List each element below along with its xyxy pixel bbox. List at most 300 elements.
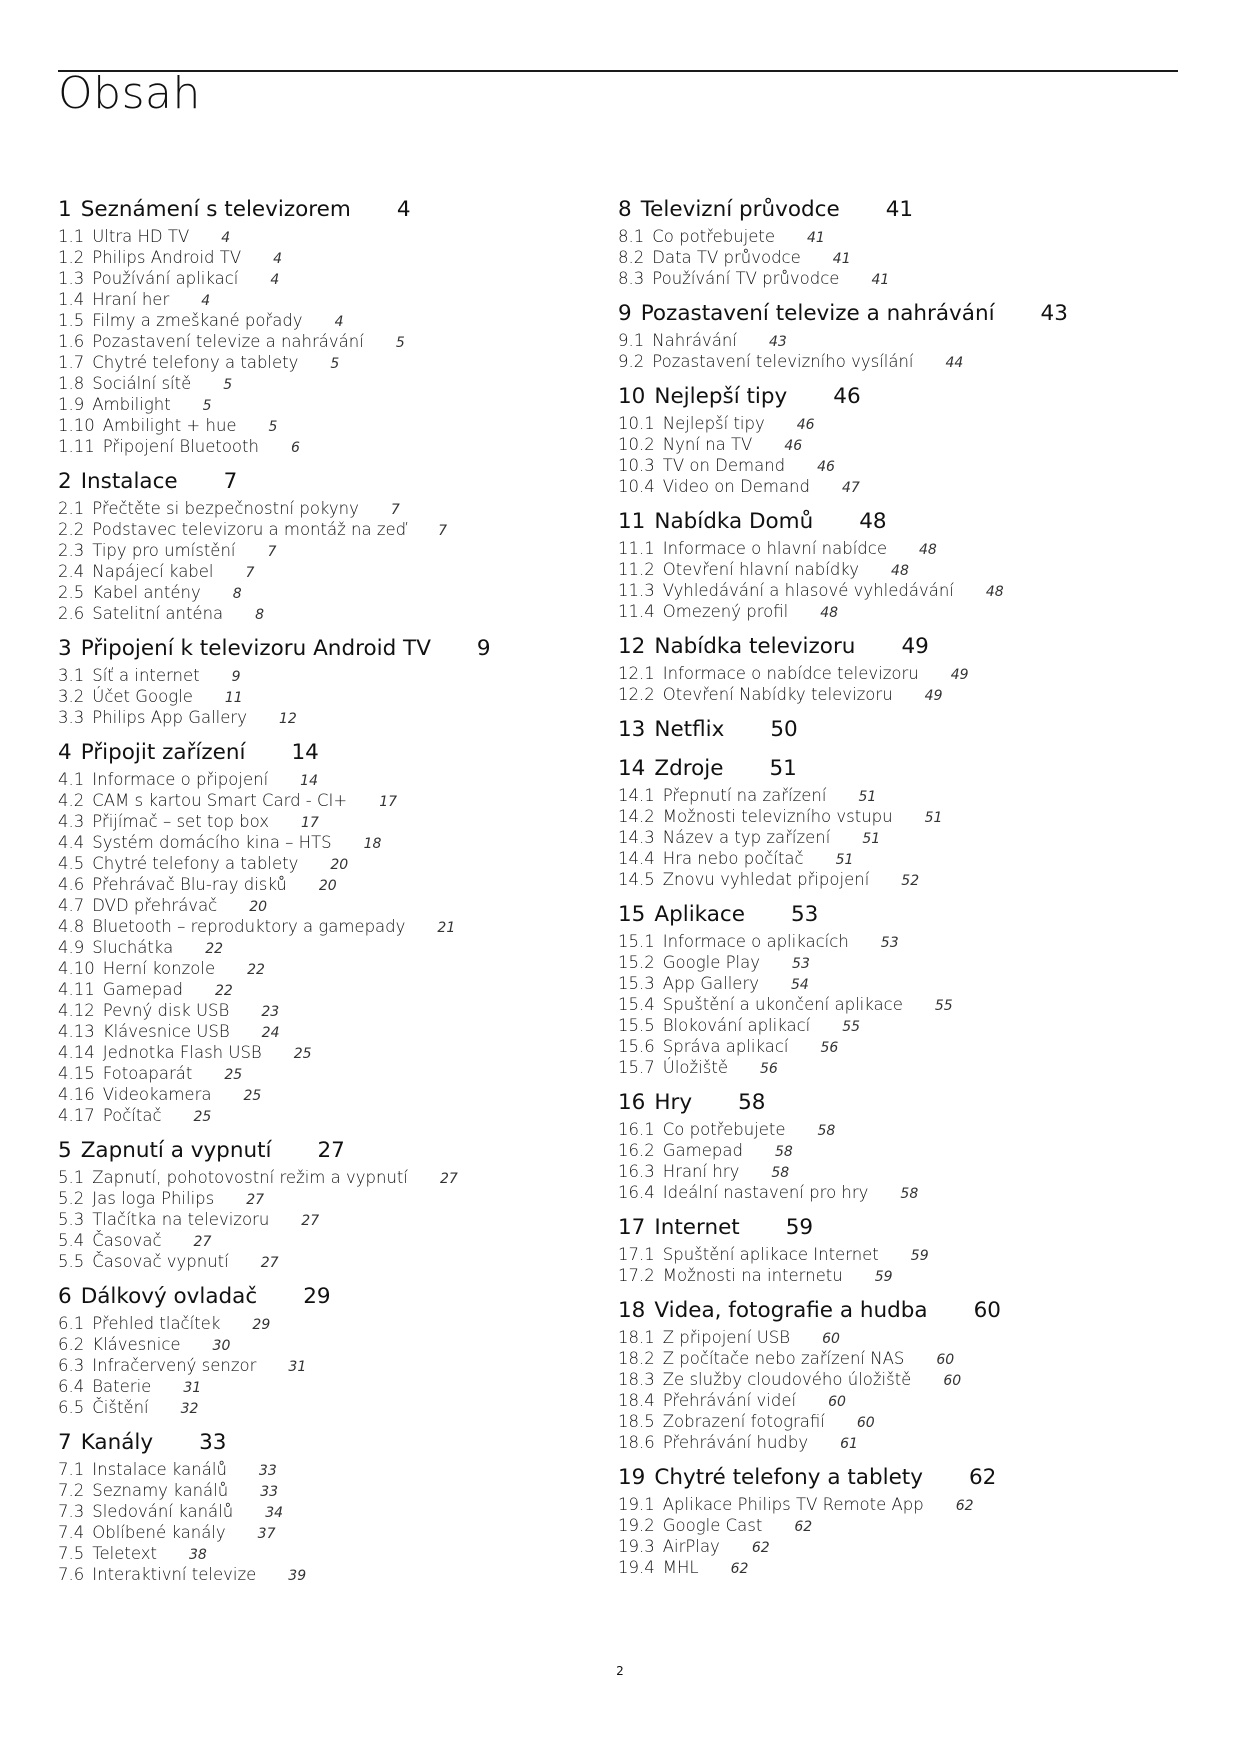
toc-subsection-link[interactable] xyxy=(58,832,618,853)
chapter-page: 62 xyxy=(968,1465,997,1490)
subsection-page: 17 xyxy=(301,815,319,831)
toc-subsection-link[interactable] xyxy=(58,373,618,394)
subsection-number: 1.11 xyxy=(58,437,95,456)
chapter-number: 7 xyxy=(58,1430,72,1455)
subsection-number: 1.5 xyxy=(58,311,85,330)
subsection-page: 34 xyxy=(265,1505,284,1521)
subsection-page: 46 xyxy=(796,417,815,433)
subsection-page: 27 xyxy=(301,1213,320,1229)
subsection-number: 1.8 xyxy=(58,374,85,393)
chapter-page: 50 xyxy=(770,717,798,742)
toc-subsection-link[interactable] xyxy=(618,1265,1178,1286)
chapter-title: Internet xyxy=(654,1215,740,1240)
toc-subsection-link[interactable] xyxy=(58,1522,618,1543)
toc-subsection-link[interactable] xyxy=(58,958,618,979)
toc-subsection-link[interactable] xyxy=(58,1105,618,1126)
subsection-title: Baterie xyxy=(92,1377,152,1396)
toc-subsection-link[interactable] xyxy=(58,1355,618,1376)
toc-subsection-link[interactable] xyxy=(618,351,1178,372)
toc-subsection-link[interactable] xyxy=(618,952,1178,973)
toc-subsection-link[interactable] xyxy=(618,1036,1178,1057)
toc-subsection-link[interactable] xyxy=(58,436,618,457)
subsection-page: 20 xyxy=(330,857,349,873)
subsection-number: 1.2 xyxy=(58,248,85,267)
subsection-title: Satelitní anténa xyxy=(92,604,224,623)
toc-subsection-link[interactable] xyxy=(58,268,618,289)
toc-subsection-link[interactable] xyxy=(618,1327,1178,1348)
subsection-number: 4.17 xyxy=(58,1106,95,1125)
subsection-title: Informace o připojení xyxy=(92,770,269,789)
chapter-title: Televizní průvodce xyxy=(640,197,840,222)
subsection-page: 62 xyxy=(955,1498,974,1514)
chapter-title: Kanály xyxy=(80,1430,154,1455)
subsection-title: Nahrávání xyxy=(652,331,737,350)
toc-subsection-link[interactable] xyxy=(58,1313,618,1334)
subsection-page: 20 xyxy=(318,878,337,894)
subsection-number: 18.2 xyxy=(618,1349,655,1368)
toc-subsection-link[interactable] xyxy=(618,1015,1178,1036)
toc-section xyxy=(618,1214,1178,1286)
subsection-number: 4.5 xyxy=(58,854,85,873)
subsection-number: 19.3 xyxy=(618,1537,655,1556)
subsection-title: Hraní hry xyxy=(662,1162,740,1181)
subsection-page: 5 xyxy=(268,419,278,435)
subsection-number: 1.6 xyxy=(58,332,85,351)
toc-subsection-link[interactable] xyxy=(618,413,1178,434)
chapter-number: 13 xyxy=(618,717,646,742)
subsection-title: Síť a internet xyxy=(92,666,200,685)
subsection-page: 17 xyxy=(379,794,398,810)
subsection-number: 7.5 xyxy=(58,1544,85,1563)
toc-subsection-link[interactable] xyxy=(58,1188,618,1209)
subsection-page: 12 xyxy=(278,711,297,727)
toc-subsection-link[interactable] xyxy=(58,1021,618,1042)
subsection-page: 30 xyxy=(212,1338,231,1354)
subsection-title: Spuštění aplikace Internet xyxy=(662,1245,879,1264)
toc-chapter-link[interactable] xyxy=(618,1464,1178,1492)
toc-subsection-link[interactable] xyxy=(58,665,618,686)
subsection-title: Aplikace Philips TV Remote App xyxy=(662,1495,924,1514)
subsection-title: Přehrávač Blu-ray disků xyxy=(92,875,287,894)
subsection-number: 11.4 xyxy=(618,602,655,621)
subsection-title: Infračervený senzor xyxy=(92,1356,257,1375)
subsection-title: Ideální nastavení pro hry xyxy=(662,1183,869,1202)
toc-subsection-link[interactable] xyxy=(618,580,1178,601)
toc-section xyxy=(618,901,1178,1078)
chapter-number: 19 xyxy=(618,1465,646,1490)
toc-subsection-link[interactable] xyxy=(58,1042,618,1063)
chapter-number: 5 xyxy=(58,1138,72,1163)
subsection-number: 7.2 xyxy=(58,1481,85,1500)
toc-subsection-link[interactable] xyxy=(618,806,1178,827)
subsection-title: Časovač xyxy=(92,1231,162,1250)
toc-subsection-link[interactable] xyxy=(58,916,618,937)
toc-section xyxy=(618,508,1178,622)
subsection-title: Vyhledávání a hlasové vyhledávání xyxy=(662,581,954,600)
subsection-number: 19.1 xyxy=(618,1495,655,1514)
toc-subsection-link[interactable] xyxy=(618,848,1178,869)
subsection-page: 27 xyxy=(260,1255,279,1271)
toc-subsection-link[interactable] xyxy=(58,1397,618,1418)
subsection-title: Omezený profil xyxy=(662,602,789,621)
chapter-title: Pozastavení televize a nahrávání xyxy=(640,301,995,326)
toc-chapter-link[interactable] xyxy=(58,635,618,663)
toc-subsection-link[interactable] xyxy=(58,853,618,874)
subsection-page: 31 xyxy=(183,1380,202,1396)
toc-subsection-link[interactable] xyxy=(58,561,618,582)
subsection-page: 62 xyxy=(794,1519,813,1535)
toc-section xyxy=(618,1089,1178,1203)
toc-subsection-link[interactable] xyxy=(618,973,1178,994)
chapter-page: 49 xyxy=(901,634,929,659)
subsection-page: 5 xyxy=(330,356,340,372)
chapter-number: 4 xyxy=(58,740,72,765)
chapter-title: Seznámení s televizorem xyxy=(80,197,351,222)
toc-subsection-link[interactable] xyxy=(58,1000,618,1021)
toc-subsection-link[interactable] xyxy=(58,1251,618,1272)
subsection-page: 33 xyxy=(258,1463,277,1479)
subsection-page: 60 xyxy=(943,1373,962,1389)
toc-subsection-link[interactable] xyxy=(58,1334,618,1355)
toc-subsection-link[interactable] xyxy=(618,330,1178,351)
toc-chapter-link[interactable] xyxy=(618,1089,1178,1117)
subsection-title: Systém domácího kina – HTS xyxy=(92,833,332,852)
subsection-title: Přepnutí na zařízení xyxy=(662,786,827,805)
subsection-number: 18.4 xyxy=(618,1391,655,1410)
chapter-title: Netflix xyxy=(654,717,725,742)
chapter-page: 4 xyxy=(396,197,411,222)
subsection-page: 6 xyxy=(290,440,300,456)
toc-subsection-link[interactable] xyxy=(58,603,618,624)
subsection-title: Zobrazení fotografií xyxy=(662,1412,825,1431)
toc-subsection-link[interactable] xyxy=(58,1501,618,1522)
chapter-number: 17 xyxy=(618,1215,646,1240)
chapter-number: 10 xyxy=(618,384,646,409)
toc-subsection-link[interactable] xyxy=(58,331,618,352)
toc-subsection-link[interactable] xyxy=(618,1119,1178,1140)
toc-subsection-link[interactable] xyxy=(58,1167,618,1188)
subsection-title: Instalace kanálů xyxy=(92,1460,227,1479)
subsection-title: Google Play xyxy=(662,953,761,972)
toc-column-left xyxy=(58,196,618,1585)
subsection-page: 5 xyxy=(395,335,405,351)
toc-subsection-link[interactable] xyxy=(618,1244,1178,1265)
toc-subsection-link[interactable] xyxy=(58,519,618,540)
toc-section xyxy=(58,468,618,624)
toc-chapter-link[interactable] xyxy=(618,716,1178,744)
subsection-title: Jas loga Philips xyxy=(92,1189,215,1208)
toc-subsection-link[interactable] xyxy=(58,874,618,895)
subsection-title: Bluetooth – reproduktory a gamepady xyxy=(92,917,406,936)
toc-chapter-link[interactable] xyxy=(618,901,1178,929)
toc-subsection-list xyxy=(618,226,1178,289)
subsection-page: 27 xyxy=(193,1234,212,1250)
subsection-title: Úložiště xyxy=(662,1058,728,1077)
toc-subsection-link[interactable] xyxy=(618,226,1178,247)
subsection-title: Co potřebujete xyxy=(662,1120,786,1139)
subsection-title: MHL xyxy=(662,1558,699,1577)
toc-chapter-link[interactable] xyxy=(618,300,1178,328)
toc-subsection-link[interactable] xyxy=(618,1348,1178,1369)
toc-subsection-link[interactable] xyxy=(618,1557,1178,1578)
toc-chapter-link[interactable] xyxy=(618,633,1178,661)
subsection-page: 51 xyxy=(862,831,881,847)
subsection-page: 60 xyxy=(856,1415,875,1431)
toc-chapter-link[interactable] xyxy=(58,1429,618,1457)
subsection-title: Gamepad xyxy=(102,980,183,999)
subsection-number: 4.3 xyxy=(58,812,85,831)
subsection-number: 16.3 xyxy=(618,1162,655,1181)
subsection-title: Napájecí kabel xyxy=(92,562,214,581)
subsection-title: Philips App Gallery xyxy=(92,708,247,727)
subsection-page: 22 xyxy=(205,941,224,957)
subsection-title: Počítač xyxy=(102,1106,162,1125)
toc-subsection-link[interactable] xyxy=(618,994,1178,1015)
toc-subsection-link[interactable] xyxy=(618,1140,1178,1161)
toc-subsection-link[interactable] xyxy=(58,226,618,247)
subsection-title: Oblíbené kanály xyxy=(92,1523,226,1542)
chapter-number: 11 xyxy=(618,509,646,534)
subsection-title: Přehrávání hudby xyxy=(662,1433,809,1452)
subsection-page: 4 xyxy=(334,314,344,330)
subsection-number: 12.2 xyxy=(618,685,655,704)
toc-chapter-link[interactable] xyxy=(618,508,1178,536)
toc-subsection-link[interactable] xyxy=(58,979,618,1000)
toc-section xyxy=(58,739,618,1126)
subsection-number: 14.2 xyxy=(618,807,655,826)
subsection-title: Možnosti na internetu xyxy=(662,1266,843,1285)
toc-chapter-link[interactable] xyxy=(618,383,1178,411)
chapter-title: Hry xyxy=(654,1090,693,1115)
toc-section xyxy=(58,635,618,728)
subsection-number: 7.1 xyxy=(58,1460,85,1479)
subsection-title: Hra nebo počítač xyxy=(662,849,804,868)
toc-subsection-link[interactable] xyxy=(58,540,618,561)
toc-subsection-link[interactable] xyxy=(618,1369,1178,1390)
toc-subsection-link[interactable] xyxy=(618,476,1178,497)
subsection-title: Ambilight xyxy=(92,395,171,414)
subsection-page: 48 xyxy=(820,605,839,621)
toc-subsection-link[interactable] xyxy=(618,1182,1178,1203)
subsection-title: Přečtěte si bezpečnostní pokyny xyxy=(92,499,359,518)
subsection-number: 15.3 xyxy=(618,974,655,993)
subsection-page: 38 xyxy=(188,1547,207,1563)
toc-subsection-link[interactable] xyxy=(58,394,618,415)
toc-subsection-link[interactable] xyxy=(58,790,618,811)
toc-chapter-link[interactable] xyxy=(618,1214,1178,1242)
toc-subsection-link[interactable] xyxy=(618,559,1178,580)
subsection-title: Pozastavení televize a nahrávání xyxy=(92,332,364,351)
chapter-title: Připojení k televizoru Android TV xyxy=(80,636,431,661)
toc-subsection-list xyxy=(618,330,1178,372)
toc-subsection-link[interactable] xyxy=(618,601,1178,622)
toc-subsection-link[interactable] xyxy=(58,686,618,707)
toc-subsection-list xyxy=(58,1459,618,1585)
toc-subsection-link[interactable] xyxy=(58,1543,618,1564)
toc-subsection-link[interactable] xyxy=(618,785,1178,806)
toc-subsection-list xyxy=(618,931,1178,1078)
toc-subsection-link[interactable] xyxy=(58,1209,618,1230)
chapter-page: 58 xyxy=(738,1090,766,1115)
subsection-number: 17.1 xyxy=(618,1245,655,1264)
subsection-page: 32 xyxy=(180,1401,199,1417)
toc-subsection-link[interactable] xyxy=(58,289,618,310)
subsection-number: 2.6 xyxy=(58,604,85,623)
toc-chapter-link[interactable] xyxy=(618,1297,1178,1325)
subsection-number: 6.4 xyxy=(58,1377,85,1396)
subsection-number: 11.1 xyxy=(618,539,655,558)
subsection-page: 24 xyxy=(261,1025,280,1041)
subsection-page: 60 xyxy=(822,1331,840,1347)
toc-subsection-link[interactable] xyxy=(618,1536,1178,1557)
toc-subsection-link[interactable] xyxy=(618,455,1178,476)
toc-subsection-link[interactable] xyxy=(618,1494,1178,1515)
title-rule xyxy=(58,70,1178,72)
subsection-page: 51 xyxy=(924,810,943,826)
toc-subsection-link[interactable] xyxy=(618,1390,1178,1411)
subsection-page: 59 xyxy=(874,1269,893,1285)
toc-subsection-link[interactable] xyxy=(58,1564,618,1585)
subsection-title: Nyní na TV xyxy=(662,435,753,454)
toc-subsection-link[interactable] xyxy=(58,937,618,958)
toc-subsection-link[interactable] xyxy=(618,434,1178,455)
toc-chapter-link[interactable] xyxy=(618,196,1178,224)
subsection-title: Sluchátka xyxy=(92,938,174,957)
subsection-page: 7 xyxy=(438,523,448,539)
toc-subsection-link[interactable] xyxy=(58,811,618,832)
subsection-title: Otevření Nabídky televizoru xyxy=(662,685,893,704)
chapter-number: 3 xyxy=(58,636,72,661)
toc-chapter-link[interactable] xyxy=(58,739,618,767)
toc-subsection-link[interactable] xyxy=(618,1161,1178,1182)
subsection-title: Používání TV průvodce xyxy=(652,269,840,288)
subsection-page: 20 xyxy=(249,899,268,915)
subsection-page: 31 xyxy=(288,1359,307,1375)
subsection-number: 14.3 xyxy=(618,828,655,847)
subsection-number: 4.9 xyxy=(58,938,85,957)
subsection-page: 53 xyxy=(880,935,899,951)
toc-subsection-link[interactable] xyxy=(58,582,618,603)
chapter-page: 46 xyxy=(833,384,861,409)
chapter-title: Chytré telefony a tablety xyxy=(654,1465,923,1490)
chapter-page: 33 xyxy=(199,1430,227,1455)
toc-subsection-link[interactable] xyxy=(58,769,618,790)
toc-subsection-link[interactable] xyxy=(58,415,618,436)
subsection-number: 4.16 xyxy=(58,1085,95,1104)
subsection-number: 16.2 xyxy=(618,1141,655,1160)
subsection-number: 4.2 xyxy=(58,791,85,810)
subsection-page: 49 xyxy=(924,688,943,704)
subsection-number: 2.4 xyxy=(58,562,85,581)
toc-subsection-link[interactable] xyxy=(618,1411,1178,1432)
toc-subsection-link[interactable] xyxy=(58,310,618,331)
toc-subsection-link[interactable] xyxy=(58,498,618,519)
subsection-number: 4.13 xyxy=(58,1022,95,1041)
toc-section xyxy=(58,1137,618,1272)
chapter-title: Připojit zařízení xyxy=(80,740,246,765)
subsection-number: 16.1 xyxy=(618,1120,655,1139)
toc-subsection-list xyxy=(58,1167,618,1272)
toc-subsection-link[interactable] xyxy=(618,1515,1178,1536)
subsection-page: 7 xyxy=(267,544,277,560)
subsection-page: 14 xyxy=(300,773,318,789)
toc-subsection-link[interactable] xyxy=(618,827,1178,848)
toc-subsection-link[interactable] xyxy=(58,1376,618,1397)
subsection-number: 1.10 xyxy=(58,416,95,435)
toc-subsection-link[interactable] xyxy=(58,1230,618,1251)
subsection-number: 18.3 xyxy=(618,1370,655,1389)
toc-chapter-link[interactable] xyxy=(58,1137,618,1165)
toc-subsection-link[interactable] xyxy=(618,1432,1178,1453)
toc-subsection-link[interactable] xyxy=(58,1084,618,1105)
toc-subsection-link[interactable] xyxy=(618,663,1178,684)
subsection-title: Správa aplikací xyxy=(662,1037,789,1056)
subsection-title: Data TV průvodce xyxy=(652,248,801,267)
subsection-title: Připojení Bluetooth xyxy=(102,437,259,456)
subsection-number: 15.7 xyxy=(618,1058,655,1077)
toc-chapter-link[interactable] xyxy=(618,755,1178,783)
subsection-page: 41 xyxy=(807,230,825,246)
toc-section xyxy=(618,383,1178,497)
subsection-page: 55 xyxy=(842,1019,861,1035)
toc-subsection-link[interactable] xyxy=(58,895,618,916)
chapter-title: Nejlepší tipy xyxy=(654,384,788,409)
subsection-page: 60 xyxy=(828,1394,846,1410)
subsection-page: 44 xyxy=(945,355,964,371)
subsection-page: 60 xyxy=(936,1352,955,1368)
subsection-page: 23 xyxy=(261,1004,280,1020)
toc-subsection-link[interactable] xyxy=(58,707,618,728)
subsection-title: App Gallery xyxy=(662,974,759,993)
subsection-number: 2.5 xyxy=(58,583,85,602)
toc-subsection-list xyxy=(58,665,618,728)
subsection-title: Název a typ zařízení xyxy=(662,828,831,847)
toc-subsection-link[interactable] xyxy=(58,352,618,373)
toc-subsection-link[interactable] xyxy=(58,1480,618,1501)
subsection-page: 4 xyxy=(273,251,283,267)
chapter-page: 9 xyxy=(476,636,491,661)
chapter-number: 1 xyxy=(58,197,72,222)
chapter-page: 41 xyxy=(885,197,914,222)
subsection-page: 18 xyxy=(363,836,382,852)
subsection-title: Pozastavení televizního vysílání xyxy=(652,352,914,371)
subsection-page: 37 xyxy=(257,1526,276,1542)
toc-chapter-link[interactable] xyxy=(58,196,618,224)
toc-subsection-link[interactable] xyxy=(618,538,1178,559)
toc-subsection-link[interactable] xyxy=(618,268,1178,289)
toc-chapter-link[interactable] xyxy=(58,1283,618,1311)
subsection-number: 10.1 xyxy=(618,414,655,433)
chapter-title: Zdroje xyxy=(654,756,724,781)
toc-subsection-link[interactable] xyxy=(58,247,618,268)
toc-chapter-link[interactable] xyxy=(58,468,618,496)
chapter-page: 51 xyxy=(769,756,797,781)
subsection-title: DVD přehrávač xyxy=(92,896,218,915)
toc-subsection-link[interactable] xyxy=(618,684,1178,705)
toc-subsection-link[interactable] xyxy=(58,1459,618,1480)
toc-subsection-link[interactable] xyxy=(618,247,1178,268)
subsection-title: Jednotka Flash USB xyxy=(102,1043,262,1062)
subsection-title: Blokování aplikací xyxy=(662,1016,811,1035)
toc-section xyxy=(58,1283,618,1418)
subsection-title: Herní konzole xyxy=(102,959,216,978)
toc-subsection-link[interactable] xyxy=(58,1063,618,1084)
toc-subsection-link[interactable] xyxy=(618,931,1178,952)
subsection-title: Pevný disk USB xyxy=(102,1001,230,1020)
toc-subsection-link[interactable] xyxy=(618,1057,1178,1078)
subsection-page: 22 xyxy=(247,962,265,978)
toc-subsection-link[interactable] xyxy=(618,869,1178,890)
